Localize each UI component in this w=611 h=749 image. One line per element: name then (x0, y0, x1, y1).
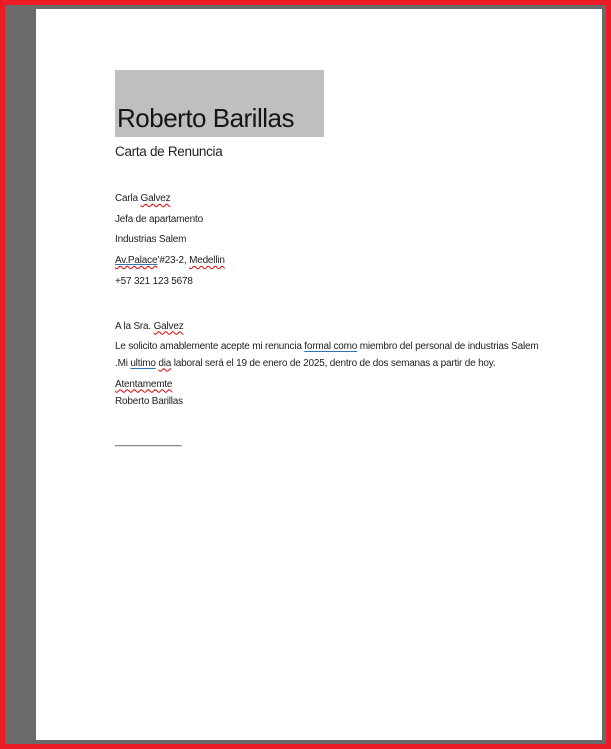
document-page[interactable] (36, 9, 602, 740)
spell-marked-text (115, 255, 157, 266)
signature-name: Roberto Barillas (115, 395, 183, 407)
body-paragraph (115, 338, 574, 372)
document-subtitle: Carta de Renuncia (115, 144, 223, 159)
text-line: Industrias Salem (115, 234, 187, 246)
text-line: Carla Galvez (115, 193, 171, 204)
text-line: .Mi ultimo dia laboral será el 19 de enero de 2025, dentro de dos semanas a partir de hoy. (115, 357, 496, 369)
text-line: +57 321 123 5678 (115, 275, 193, 287)
document-title: Roberto Barillas (117, 103, 294, 133)
document-content (36, 9, 602, 449)
grammar-marked-text: formal como (304, 340, 358, 352)
text-line: Av.Palace’#23-2, Medellin (115, 255, 225, 267)
signature-line: ____________ (115, 435, 182, 447)
recipient-address-block (115, 189, 574, 293)
spell-marked-text: Atentamemte (115, 378, 173, 390)
spell-marked-text: Galvez (153, 320, 184, 332)
link-marked-text: Av.Palace (115, 255, 158, 267)
salutation-line: A la Sra. Galvez (115, 320, 184, 332)
spell-marked-text: dia (158, 357, 172, 369)
closing-line (115, 377, 574, 392)
text-line: Jefa de apartamento (115, 213, 203, 225)
grammar-marked-text: ultimo (130, 357, 156, 369)
text-line: Le solicito amablemente acepte mi renuncia formal como miembro del personal de industrias Salem (115, 340, 539, 352)
spell-marked-text: Galvez (140, 193, 171, 204)
title-highlight-box (115, 70, 324, 137)
spell-marked-text: Medellin (189, 255, 225, 267)
